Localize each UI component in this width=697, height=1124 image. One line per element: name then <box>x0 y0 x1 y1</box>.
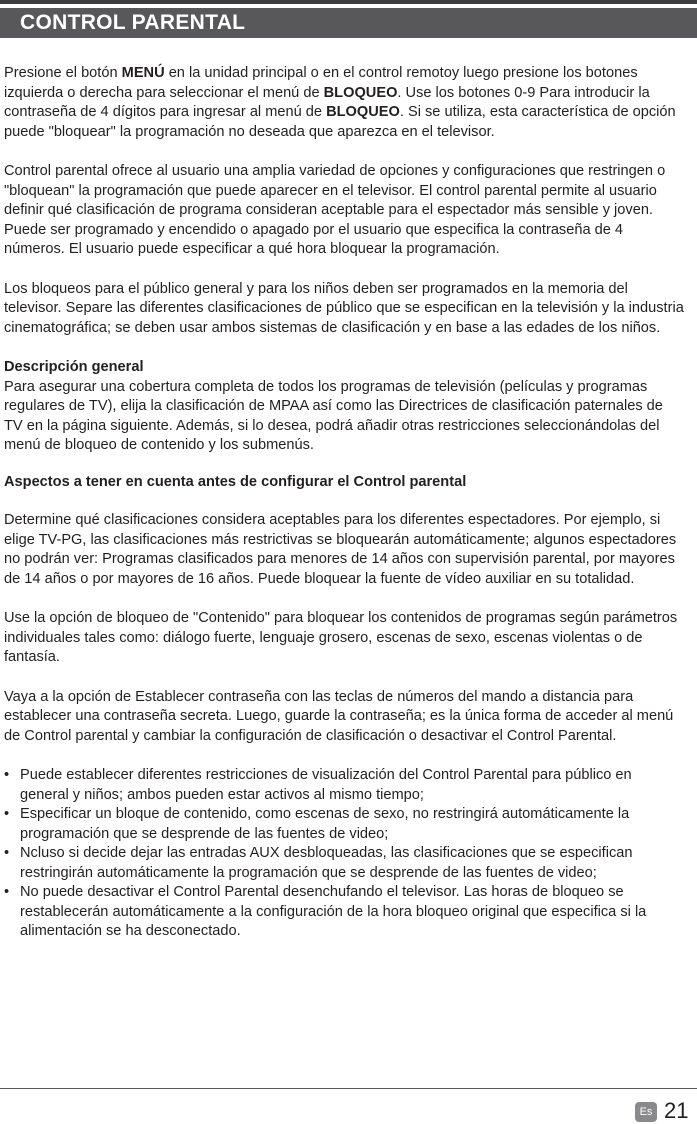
overview-body: Para asegurar una cobertura completa de todos los programas de televisión (películas y programas regulares de TV), elija la clasificación de MPAA así como las Directrices de clasificación paternales de TV en la página siguiente. Además, si lo desea, podrá añadir otras restricciones seleccionándolas del menú de bloqueo de contenido y los submenús. <box>4 378 663 453</box>
footer-rule <box>0 1088 697 1089</box>
section-title-bar <box>0 8 697 38</box>
list-item-text: Especificar un bloque de contenido, como escenas de sexo, no restringirá automáticamente la programación que se desprende de las fuentes de video; <box>20 806 630 842</box>
list-item-text: Ncluso si decide dejar las entradas AUX desbloqueadas, las clasificaciones que se especifican restringirán automáticamente la programación que se desprende de las fuentes de video; <box>20 845 633 881</box>
list-item-text: No puede desactivar el Control Parental desenchufando el televisor. Las horas de bloqueo se restablecerán automáticamente a la configuración de la hora bloqueo original que especifica si la alimentación se ha desconectado. <box>20 884 647 939</box>
bloqueo-keyword: BLOQUEO <box>326 104 400 120</box>
list-item <box>4 766 684 805</box>
considerations-paragraph-2: Use la opción de bloqueo de "Contenido" para bloquear los contenidos de programas según parámetros individuales tales como: diálogo fuerte, lenguaje grosero, escenas de sexo, escenas violentas o de fantasía. <box>4 610 678 665</box>
considerations-paragraph-3: Vaya a la opción de Establecer contraseña con las teclas de números del mando a distancia para establecer una contraseña secreta. Luego, guarde la contraseña; es la única forma de acceder al menú de Control parental y cambiar la configuración de clasificación o desactivar el Control Parental. <box>4 688 674 744</box>
page-number: 21 <box>664 1098 689 1123</box>
overview-heading: Descripción general <box>4 359 144 375</box>
bullet-icon: • <box>4 806 10 822</box>
intro-paragraph-2: Control parental ofrece al usuario una amplia variedad de opciones y configuraciones que restringen o "bloquean" la programación que puede aparecer en el televisor. El control parental permite al usuario definir qué clasificación de programa consideran aceptable para el espectador más sensible y joven. Puede ser programado y encendido o apagado por el usuario que especifica la contraseña de 4 números. El usuario puede especificar a qué hora bloquear la programación. <box>4 163 666 257</box>
top-rule <box>0 0 697 4</box>
menu-keyword: MENÚ <box>121 65 165 81</box>
bullet-icon: • <box>4 845 10 861</box>
intro-paragraph-1 <box>4 64 684 142</box>
intro-text-c: . Use los botones 0-9 Para introducir la contraseña de 4 dígitos para ingresar al menú de <box>4 84 650 120</box>
page-content <box>4 64 684 942</box>
restrictions-list <box>4 766 684 942</box>
list-item <box>4 844 684 883</box>
overview-section <box>4 358 684 456</box>
intro-text-a: Presione el botón <box>4 65 122 81</box>
intro-text-b: en la unidad principal o en el control remotoy luego presione los botones izquierda o derecha para seleccionar el menú de <box>4 65 638 101</box>
list-item <box>4 805 684 844</box>
considerations-heading: Aspectos a tener en cuenta antes de configurar el Control parental <box>4 473 467 490</box>
list-item <box>4 883 684 942</box>
considerations-paragraph-1: Determine qué clasificaciones considera aceptables para los diferentes espectadores. Por ejemplo, si elige TV-PG, las clasificaciones más restrictivas se bloquearán automáticamente; algunos espectadores no podrán ver: Programas clasificados para menores de 14 años con supervisión parental, por mayores de 14 años o por mayores de 16 años. Puede bloquear la fuente de vídeo auxiliar en su totalidad. <box>4 512 677 587</box>
bullet-icon: • <box>4 767 10 783</box>
intro-paragraph-3: Los bloqueos para el público general y para los niños deben ser programados en la memoria del televisor. Separe las diferentes clasificaciones de público que se especifican en la televisión y la industria cinematográfica; se deben usar ambos sistemas de clasificación y en base a las edades de los niños. <box>4 280 684 336</box>
bullet-icon: • <box>4 884 10 900</box>
list-item-text: Puede establecer diferentes restricciones de visualización del Control Parental para público en general y niños; ambos pueden estar activos al mismo tiempo; <box>20 767 632 803</box>
page-title: CONTROL PARENTAL <box>20 11 246 34</box>
bloqueo-keyword: BLOQUEO <box>323 84 398 101</box>
intro-text-d: . Si se utiliza, esta característica de opción puede "bloquear" la programación no deseada que aparezca en el televisor. <box>4 104 676 140</box>
language-badge: Es <box>635 1102 657 1122</box>
